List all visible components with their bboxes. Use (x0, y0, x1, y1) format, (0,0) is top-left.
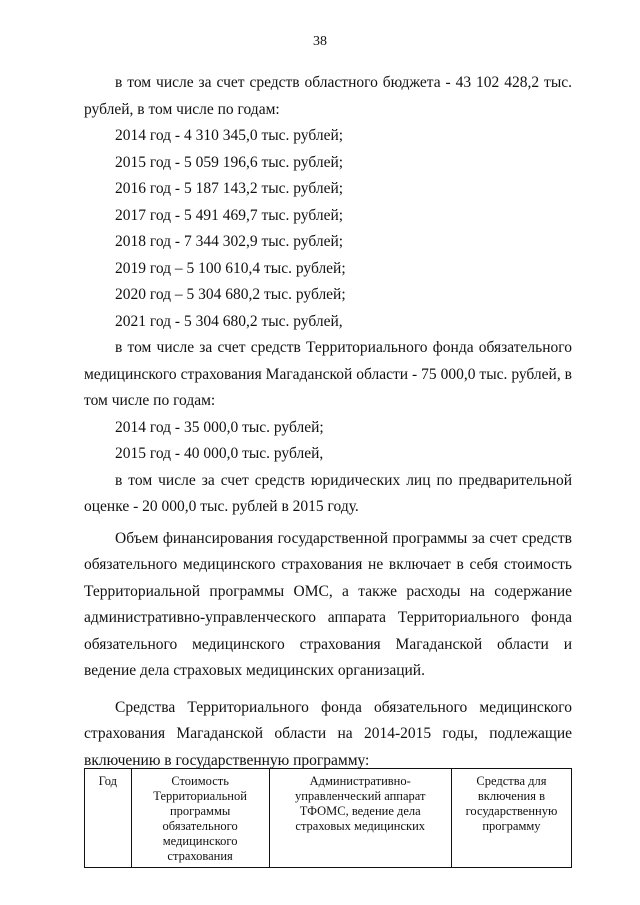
table-header-program-funds: Средства для включения в государственную программу (451, 769, 571, 868)
budget-year-2015: 2015 год - 5 059 196,6 тыс. рублей; (115, 153, 344, 171)
page-number: 38 (313, 34, 327, 49)
budget-year-2018: 2018 год - 7 344 302,9 тыс. рублей; (115, 233, 344, 250)
fund-year-2015: 2015 год - 40 000,0 тыс. рублей, (115, 445, 324, 462)
paragraph-financing-volume: Объем финансирования государственной программы за счет средств обязательного медицинского страхования не включает в себя стоимость Территориальной программы ОМС, а также расходы на содержание административно-управленческого аппарата Территориального фонда обязательного медицинского страхования Магаданской области и ведение дела страховых медицинских организаций. (84, 529, 572, 679)
paragraph-regional-budget: в том числе за счет средств областного бюджета - 43 102 428,2 тыс. рублей, в том числе по годам: (84, 74, 572, 118)
budget-year-2016: 2016 год - 5 187 143,2 тыс. рублей; (115, 180, 344, 197)
table-header-admin-apparatus: Административно-управленческий аппарат ТФОМС, ведение дела страховых медицинских (269, 769, 451, 868)
document-body (84, 70, 572, 774)
fund-year-2014: 2014 год - 35 000,0 тыс. рублей; (115, 418, 324, 436)
table-header-year: Год (85, 769, 132, 868)
budget-year-2019: 2019 год – 5 100 610,4 тыс. рублей; (115, 259, 346, 277)
oms-fund-table (84, 768, 572, 868)
paragraph-oms-fund: в том числе за счет средств Территориального фонда обязательного медицинского страхования Магаданской области - 75 000,0 тыс. рублей, в том числе по годам: (84, 339, 572, 409)
budget-year-2020: 2020 год – 5 304 680,2 тыс. рублей; (115, 286, 346, 303)
budget-year-2014: 2014 год - 4 310 345,0 тыс. рублей; (115, 127, 344, 144)
paragraph-legal-entities: в том числе за счет средств юридических лиц по предварительной оценке - 20 000,0 тыс. рублей в 2015 году. (84, 471, 572, 515)
budget-year-2017: 2017 год - 5 491 469,7 тыс. рублей; (115, 206, 344, 224)
table-header-row (85, 769, 572, 868)
paragraph-fund-resources: Средства Территориального фонда обязательного медицинского страхования Магаданской области на 2014-2015 годы, подлежащие включению в государственную программу: (84, 698, 572, 769)
budget-year-2021: 2021 год - 5 304 680,2 тыс. рублей, (115, 312, 343, 330)
table-header-program-cost: Стоимость Территориальной программы обязательного медицинского страхования (131, 769, 269, 868)
